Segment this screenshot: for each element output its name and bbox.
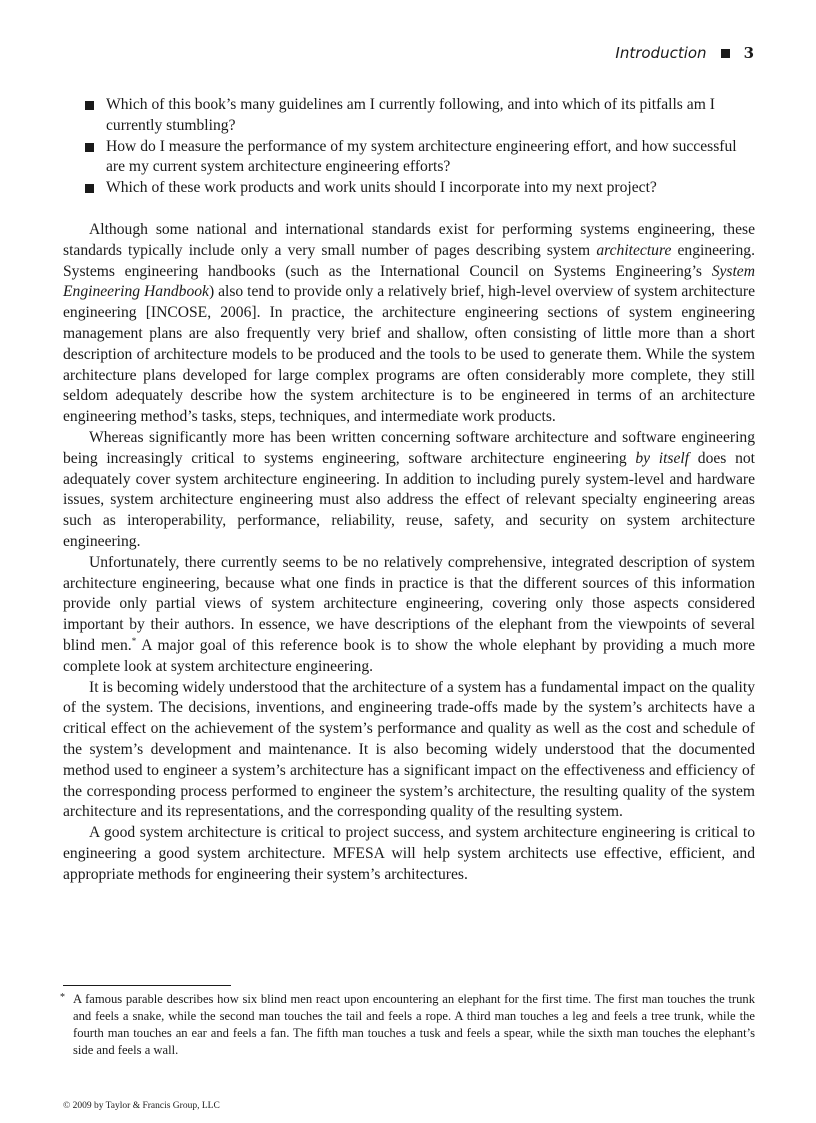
page-number: 3 <box>743 44 754 62</box>
square-bullet-icon <box>721 49 730 58</box>
list-item-text: Which of this book’s many guidelines am I currently following, and into which of its pitfalls am I currently stumbling? <box>106 96 715 134</box>
list-item-text: Which of these work products and work units should I incorporate into my next project? <box>106 179 657 197</box>
paragraph: It is becoming widely understood that the architecture of a system has a fundamental impact on the quality of the system. The decisions, inventions, and engineering trade-offs made by the system’s architects have a critical effect on the achievement of the system’s performance and quality as well as the cost and schedule of the system’s development and maintenance. It is also becoming widely understood that the documented method used to engineer a system’s architecture has a significant impact on the effectiveness and efficiency of the corresponding process performed to engineer the system’s architecture, the resulting quality of the system architecture and its representations, and the corresponding quality of the resulting system. <box>63 678 755 821</box>
footnote <box>60 991 755 1059</box>
square-bullet-icon <box>85 101 94 110</box>
list-item <box>85 95 755 137</box>
paragraph: Whereas significantly more has been written concerning software architecture and software engineering being increasingly critical to systems engineering, software architecture engineering by itself does not adequately cover system architecture engineering. In addition to including purely system-level and hardware issues, system architecture engineering must also address the effect of relevant specialty engineering areas such as interoperability, performance, reliability, reuse, safety, and security on system architecture engineering. <box>63 428 756 550</box>
footnote-reference[interactable]: * <box>131 635 137 646</box>
paragraph: Although some national and international standards exist for performing systems engineering, these standards typically include only a very small number of pages describing system architecture engineering. Systems engineering handbooks (such as the International Council on Systems Engineering’s System Engineering Handbook) also tend to provide only a relatively brief, high-level overview of system architecture engineering [INCOSE, 2006]. In practice, the architecture engineering sections of system engineering management plans are also frequently very brief and shallow, often consisting of little more than a short description of architecture models to be produced and the tools to be used to generate them. While the system architecture plans developed for large complex programs are often considerably more complete, they still seldom adequately describe how the system architecture is to be engineered in terms of an architecture engineering method’s tasks, steps, techniques, and intermediate work products. <box>63 221 755 426</box>
square-bullet-icon <box>85 143 94 152</box>
footnote-text: A famous parable describes how six blind men react upon encountering an elephant for the first time. The first man touches the trunk and feels a snake, while the second man touches the tail and feels a rope. A third man touches a leg and feels a tree trunk, while the fourth man touches an ear and feels a fan. The fifth man touches a tusk and feels a spear, while the sixth man touches the elephant’s side and feels a wall. <box>73 992 755 1057</box>
footnote-mark: * <box>60 992 65 1003</box>
list-item <box>85 137 755 179</box>
question-list <box>85 95 755 199</box>
square-bullet-icon <box>85 184 94 193</box>
paragraph: Unfortunately, there currently seems to be no relatively comprehensive, integrated description of system architecture engineering, because what one finds in practice is that the different sources of this information provide only partial views of system architecture engineering, covering only those aspects considered important by their authors. In essence, we have descriptions of the elephant from the viewpoints of several blind men.* A major goal of this reference book is to show the whole elephant by providing a much more complete look at system architecture engineering. <box>63 553 755 675</box>
running-head-section: Introduction <box>615 44 707 62</box>
running-head <box>615 44 754 62</box>
list-item <box>85 178 755 199</box>
body-text <box>63 220 755 886</box>
footnote-divider <box>63 985 231 986</box>
list-item-text: How do I measure the performance of my system architecture engineering effort, and how successful are my current system architecture engineering efforts? <box>106 137 737 176</box>
paragraph: A good system architecture is critical to project success, and system architecture engineering is critical to engineering a good system architecture. MFESA will help system architects use effective, efficient, and appropriate methods for engineering their system’s architectures. <box>63 824 755 883</box>
copyright-notice: © 2009 by Taylor & Francis Group, LLC <box>63 1101 220 1111</box>
